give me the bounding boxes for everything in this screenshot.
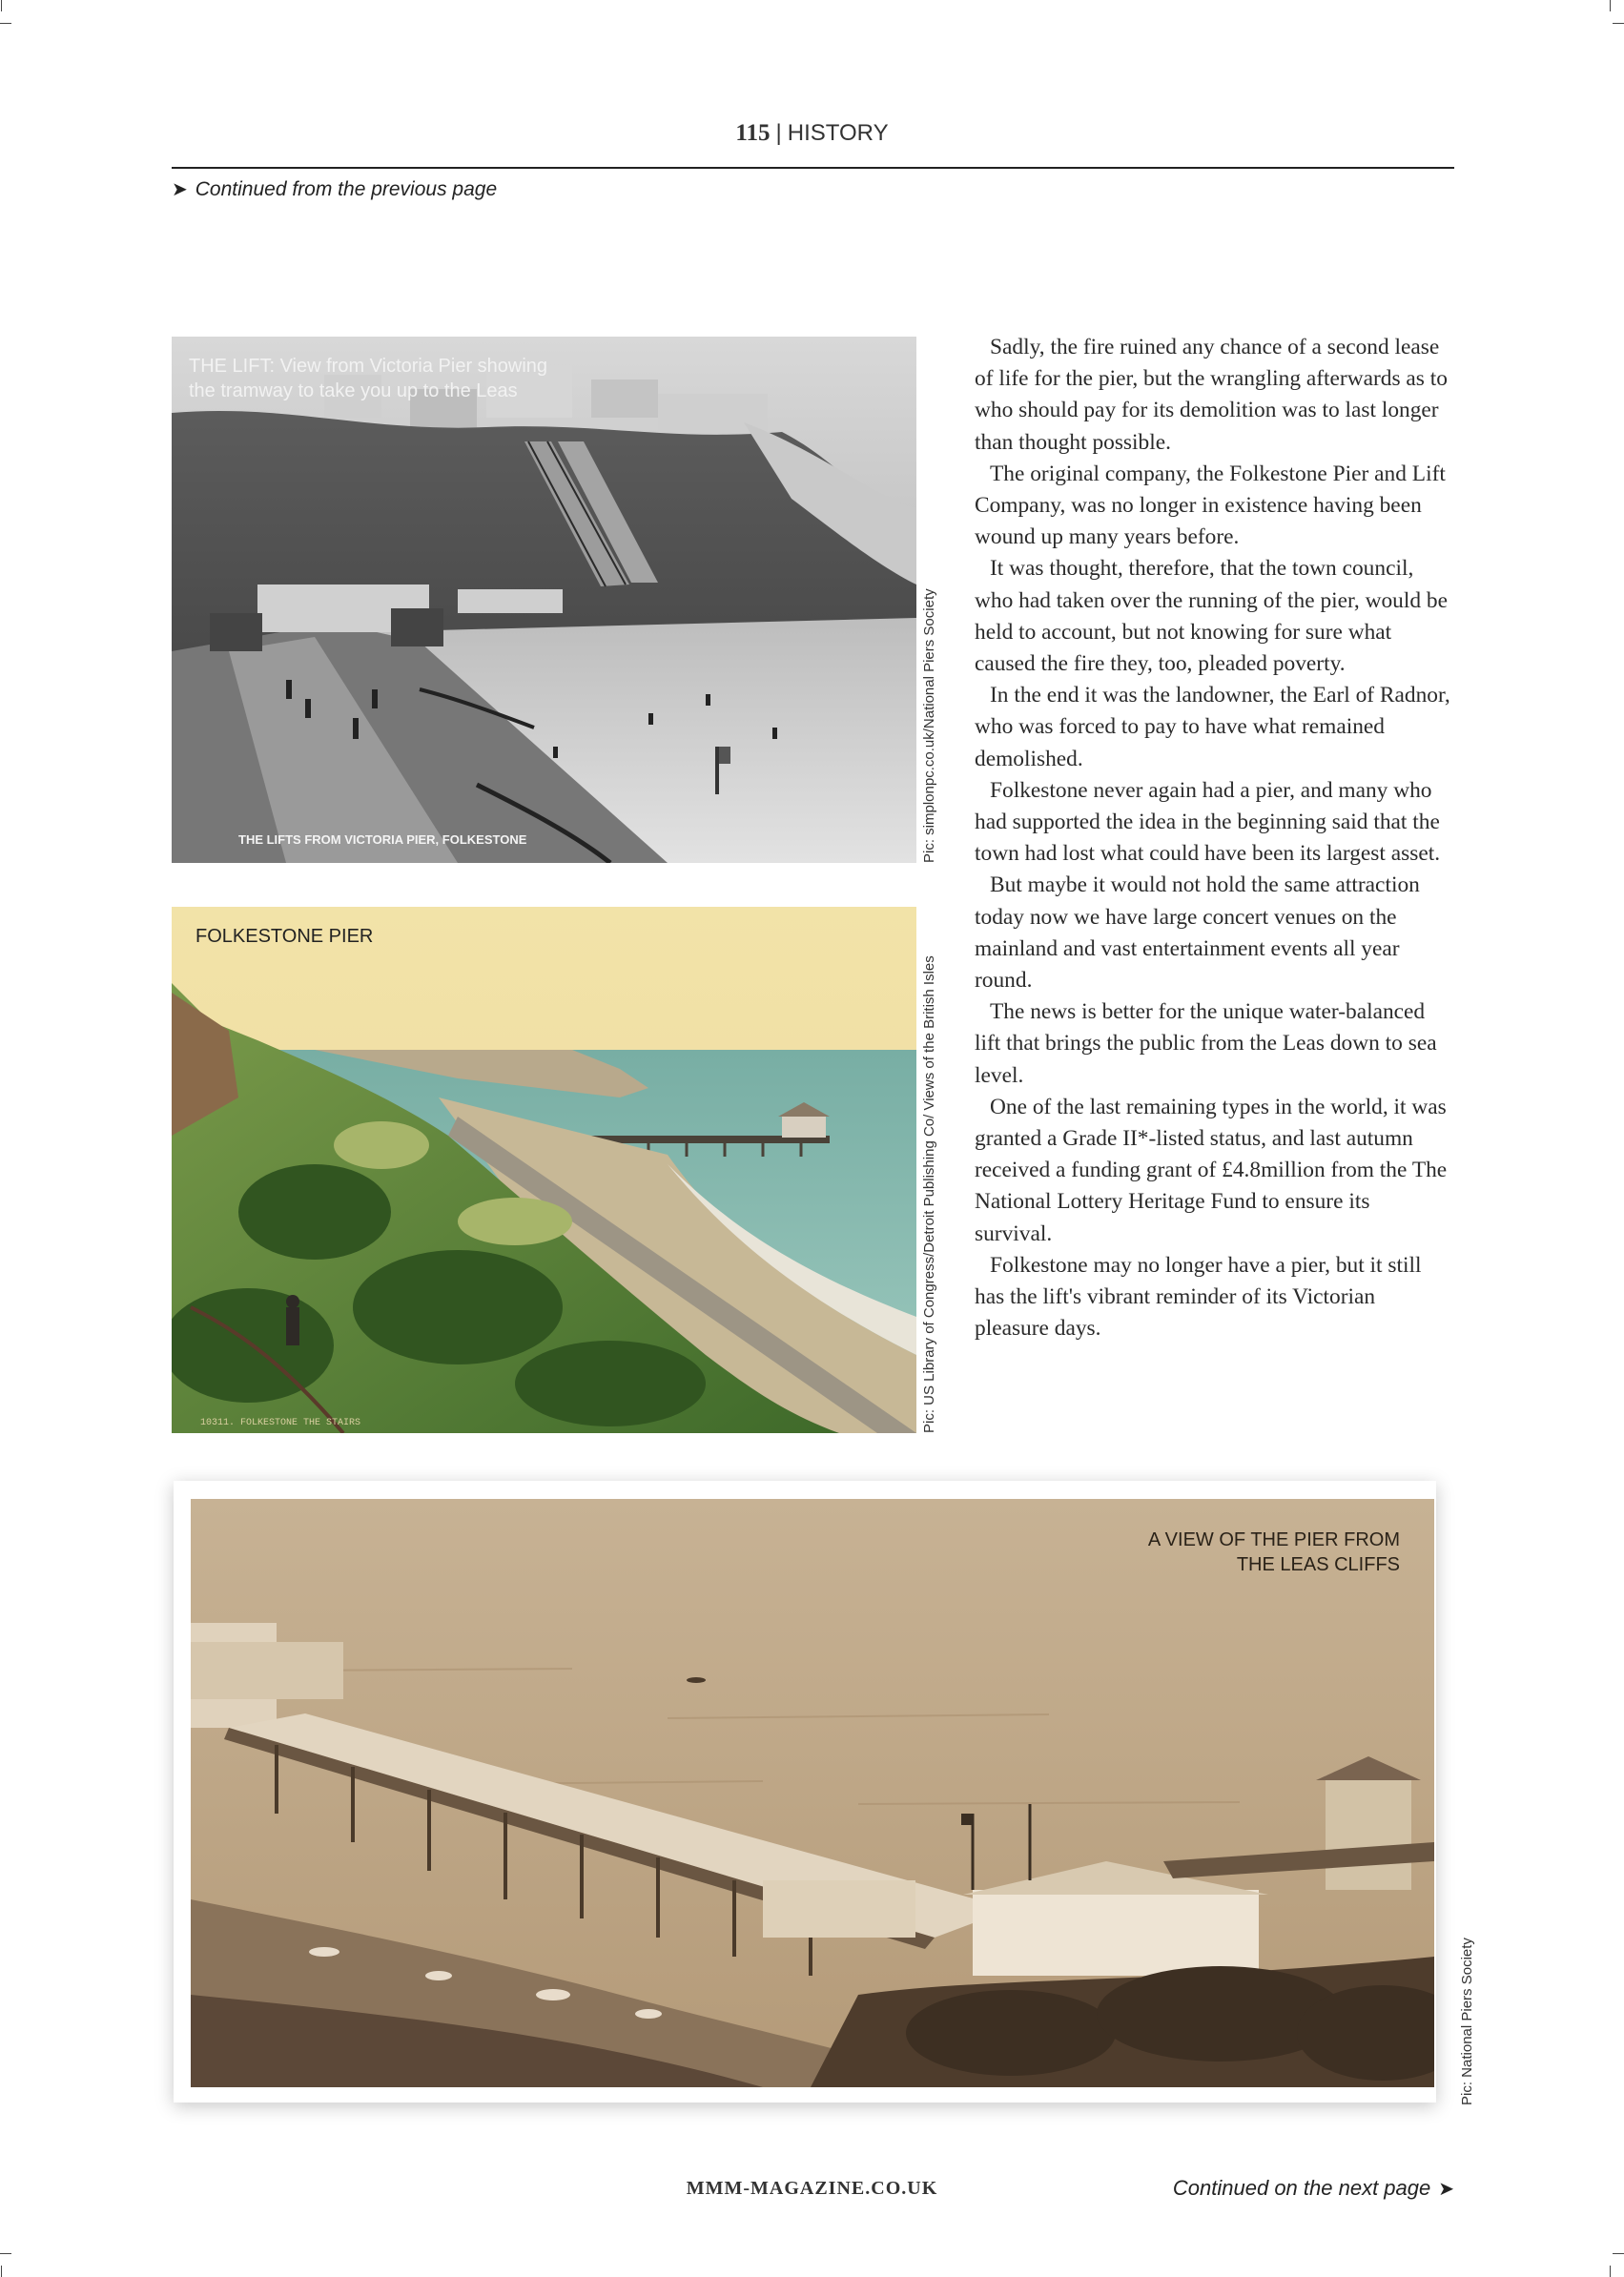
lift-photo-caption: THE LIFT: View from Victoria Pier showing the tramway to take you up to the Leas xyxy=(189,356,548,401)
article-paragraph: One of the last remaining types in the world, it was granted a Grade II*-listed status, and last autumn received a funding grant of £4.8million from the The National Lottery Heritage Fund to ensure its survival. xyxy=(975,1094,1448,1246)
lift-photo-credit: Pic: simplonpc.co.uk/National Piers Society xyxy=(921,588,937,863)
pier-photo-caption: FOLKESTONE PIER xyxy=(195,926,374,947)
crop-mark xyxy=(1610,0,1611,11)
continued-from-note xyxy=(172,177,497,201)
crop-mark xyxy=(1,2266,2,2277)
footer-website: MMM-MAGAZINE.CO.UK xyxy=(686,2178,938,2199)
folkestone-pier-image xyxy=(172,907,916,1433)
photo-folkestone-pier xyxy=(172,907,916,1433)
article-paragraph: The news is better for the unique water-balanced lift that brings the public from the Leas down to sea level. xyxy=(975,999,1437,1088)
header-rule xyxy=(172,167,1454,169)
photo-leas-cliffs xyxy=(191,1499,1434,2087)
pier-photo-credit: Pic: US Library of Congress/Detroit Publishing Co/ Views of the British Isles xyxy=(921,955,937,1433)
section-title: HISTORY xyxy=(787,120,889,146)
crop-mark xyxy=(1,0,2,11)
page-header xyxy=(0,120,1624,147)
leas-photo-credit: Pic: National Piers Society xyxy=(1459,1938,1475,2105)
leas-cliffs-image xyxy=(191,1499,1434,2087)
header-separator: | xyxy=(775,120,782,146)
page-number: 115 xyxy=(735,120,771,146)
article-paragraph: The original company, the Folkestone Pier and Lift Company, was no longer in existence having been wound up many years before. xyxy=(975,461,1446,550)
article-body xyxy=(975,332,1451,1345)
arrow-right-icon: ➤ xyxy=(1438,2179,1454,2200)
crop-mark xyxy=(0,2253,11,2254)
arrow-right-icon: ➤ xyxy=(172,179,188,200)
continued-on-text: Continued on the next page xyxy=(1172,2176,1431,2200)
article-paragraph: In the end it was the landowner, the Earl of Radnor, who was forced to pay to have what remained demolished. xyxy=(975,683,1450,771)
article-paragraph: Sadly, the fire ruined any chance of a second lease of life for the pier, but the wrangling afterwards as to who should pay for its demolition was to last longer than thought possible. xyxy=(975,335,1448,455)
lift-photo-image xyxy=(172,337,916,863)
article-paragraph: It was thought, therefore, that the town council, who had taken over the running of the pier, would be held to account, but not knowing for sure what caused the fire they, too, pleaded poverty. xyxy=(975,556,1448,677)
crop-mark xyxy=(1613,2253,1624,2254)
crop-mark xyxy=(1610,2266,1611,2277)
article-paragraph: But maybe it would not hold the same attraction today now we have large concert venues on the mainland and vast entertainment events all year round. xyxy=(975,872,1420,994)
article-paragraph: Folkestone may no longer have a pier, but it still has the lift's vibrant reminder of its Victorian pleasure days. xyxy=(975,1252,1422,1342)
continued-on-note xyxy=(1173,2176,1454,2201)
crop-mark xyxy=(0,23,11,24)
article-paragraph: Folkestone never again had a pier, and many who had supported the idea in the beginning said that the town had lost what could have been its largest asset. xyxy=(975,777,1441,867)
photo-lift xyxy=(172,337,916,863)
lift-photo-inscription: THE LIFTS FROM VICTORIA PIER, FOLKESTONE xyxy=(238,832,527,847)
pier-photo-inscription: 10311. FOLKESTONE THE STAIRS xyxy=(200,1418,361,1428)
crop-mark xyxy=(1613,23,1624,24)
leas-photo-caption: A VIEW OF THE PIER FROM THE LEAS CLIFFS xyxy=(1147,1529,1400,1575)
continued-from-text: Continued from the previous page xyxy=(195,178,498,200)
